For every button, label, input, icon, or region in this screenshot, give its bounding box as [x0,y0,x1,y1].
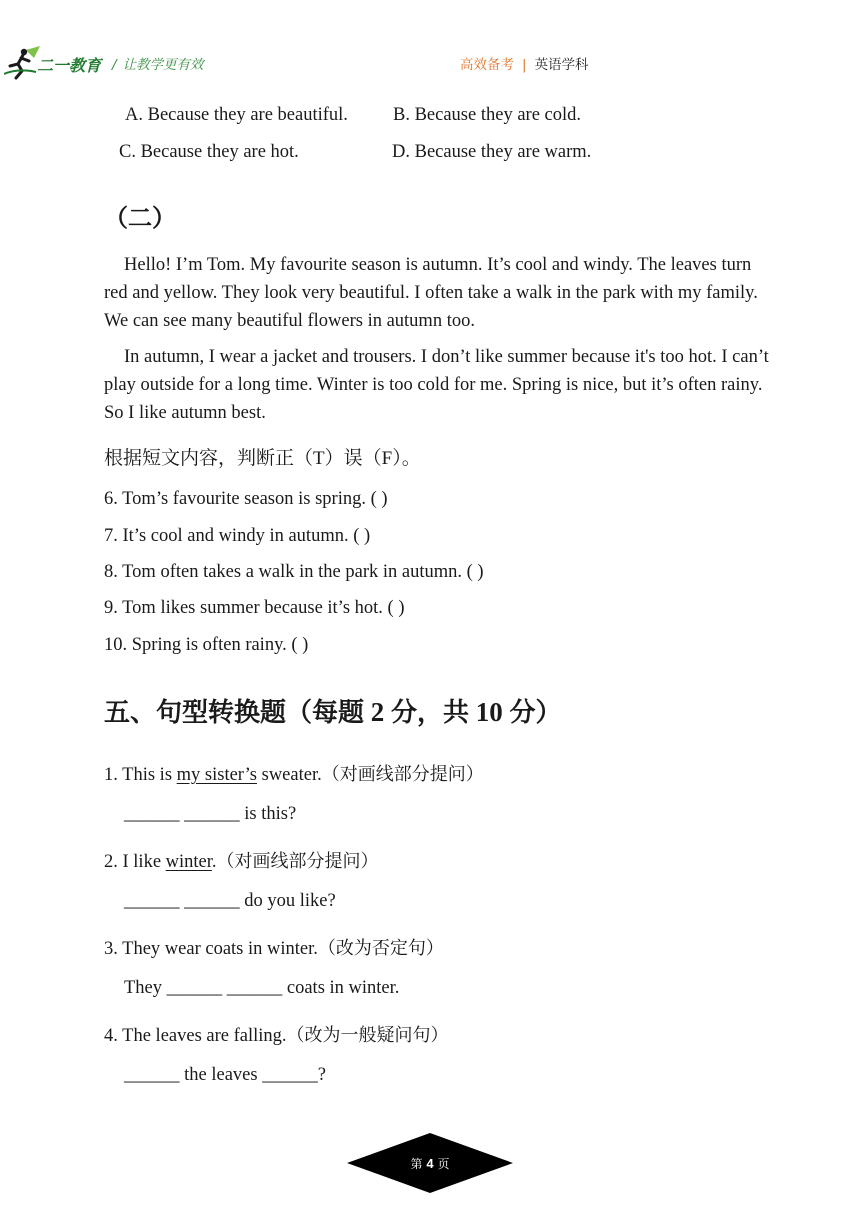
question-4-answer-line: ______ the leaves ______? [124,1065,326,1085]
option-d: D. Because they are warm. [392,142,592,162]
question-4: 4. The leaves are falling.（改为一般疑问句） [104,1025,449,1046]
exam-label: 高效备考 [460,57,514,73]
q1-underlined-phrase: my sister’s [176,765,257,785]
page-number: 第 4 页 [410,1156,450,1171]
question-2-answer-line: ______ ______ do you like? [124,891,336,911]
header-separator: | [522,57,527,73]
tf-statement-8: 8. Tom often takes a walk in the park in autumn. ( ) [104,562,484,582]
q2-hint: （对画线部分提问） [216,851,379,872]
header-right [460,53,589,73]
tf-statement-7: 7. It’s cool and windy in autumn. ( ) [104,526,371,546]
section5-heading: 五、句型转换题（每题 2 分，共 10 分） [104,697,562,728]
part2-heading: （二） [104,204,176,232]
tf-statement-9: 9. Tom likes summer because it’s hot. ( ) [104,598,405,618]
option-b: B. Because they are cold. [393,105,582,125]
q3-hint: （改为否定句） [317,938,444,959]
subject-label: 英语学科 [534,57,589,73]
question-1: 1. This is my sister’s sweater.（对画线部分提问） [104,764,484,785]
question-3-answer-line: They ______ ______ coats in winter. [124,978,400,998]
q1-hint: （对画线部分提问） [321,764,484,785]
reading-paragraph-1 [104,251,769,335]
tf-statement-6: 6. Tom’s favourite season is spring. ( ) [104,489,388,509]
question-2: 2. I like winter.（对画线部分提问） [104,851,379,872]
option-a: A. Because they are beautiful. [125,105,348,125]
reading-paragraph-2 [104,343,769,427]
paragraph-2-text: In autumn, I wear a jacket and trousers. I don’t like summer because it's too hot. I can’t play outside for a long time. Winter is too cold for me. Spring is nice, but it’s often rainy. So I like autumn best. [104,347,769,423]
paragraph-1-text: Hello! I’m Tom. My favourite season is autumn. It’s cool and windy. The leaves turn red and yellow. They look very beautiful. I often take a walk in the park with my family. We can see many beautiful flowers in autumn too. [104,255,758,331]
slogan-slash: / [112,57,117,73]
question-3: 3. They wear coats in winter.（改为否定句） [104,938,444,959]
header-slogan [112,53,204,73]
question-1-answer-line: ______ ______ is this? [124,804,297,824]
slogan-text: 让教学更有效 [122,57,204,73]
option-c: C. Because they are hot. [119,142,299,162]
q2-underlined-word: winter [165,852,212,872]
q4-hint: （改为一般疑问句） [286,1025,449,1046]
tf-statement-10: 10. Spring is often rainy. ( ) [104,635,309,655]
logo-text: 二一教育 [37,56,102,75]
tf-instruction: 根据短文内容，判断正（T）误（F）。 [104,447,421,469]
